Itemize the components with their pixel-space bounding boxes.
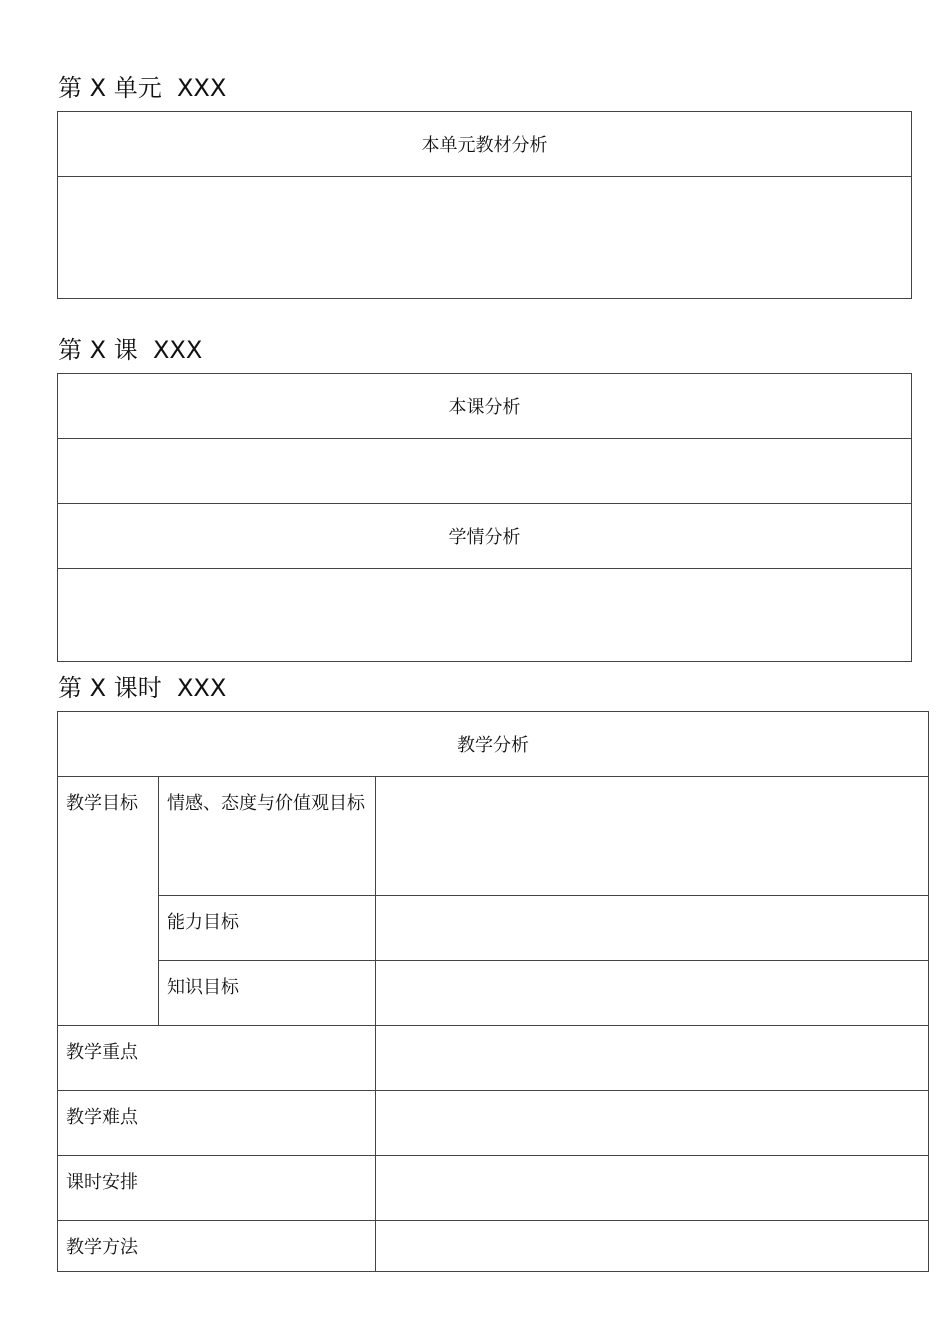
teaching-analysis-header: 教学分析 [58, 712, 929, 777]
difficulties-cell[interactable] [376, 1091, 929, 1156]
objective-ability-cell[interactable] [376, 896, 929, 961]
lesson-analysis-content-cell[interactable] [58, 439, 912, 504]
schedule-cell[interactable] [376, 1156, 929, 1221]
unit-analysis-content-cell[interactable] [58, 177, 912, 299]
objective-knowledge-cell[interactable] [376, 961, 929, 1026]
methods-label: 教学方法 [58, 1221, 376, 1272]
objective-knowledge-label: 知识目标 [159, 961, 376, 1026]
teaching-analysis-table [57, 711, 929, 1272]
objective-emotion-label: 情感、态度与价值观目标 [159, 777, 376, 896]
objective-ability-label: 能力目标 [159, 896, 376, 961]
unit-heading: 第 X 单元 XXX [58, 74, 227, 102]
lesson-analysis-header: 本课分析 [58, 374, 912, 439]
difficulties-label: 教学难点 [58, 1091, 376, 1156]
objective-emotion-cell[interactable] [376, 777, 929, 896]
schedule-label: 课时安排 [58, 1156, 376, 1221]
period-heading: 第 X 课时 XXX [58, 674, 227, 702]
unit-analysis-table [57, 111, 912, 299]
key-points-label: 教学重点 [58, 1026, 376, 1091]
key-points-cell[interactable] [376, 1026, 929, 1091]
lesson-heading: 第 X 课 XXX [58, 336, 203, 364]
student-analysis-content-cell[interactable] [58, 569, 912, 662]
methods-cell[interactable] [376, 1221, 929, 1272]
unit-analysis-header: 本单元教材分析 [58, 112, 912, 177]
lesson-analysis-table [57, 373, 912, 662]
objectives-label: 教学目标 [58, 777, 159, 1026]
student-analysis-header: 学情分析 [58, 504, 912, 569]
